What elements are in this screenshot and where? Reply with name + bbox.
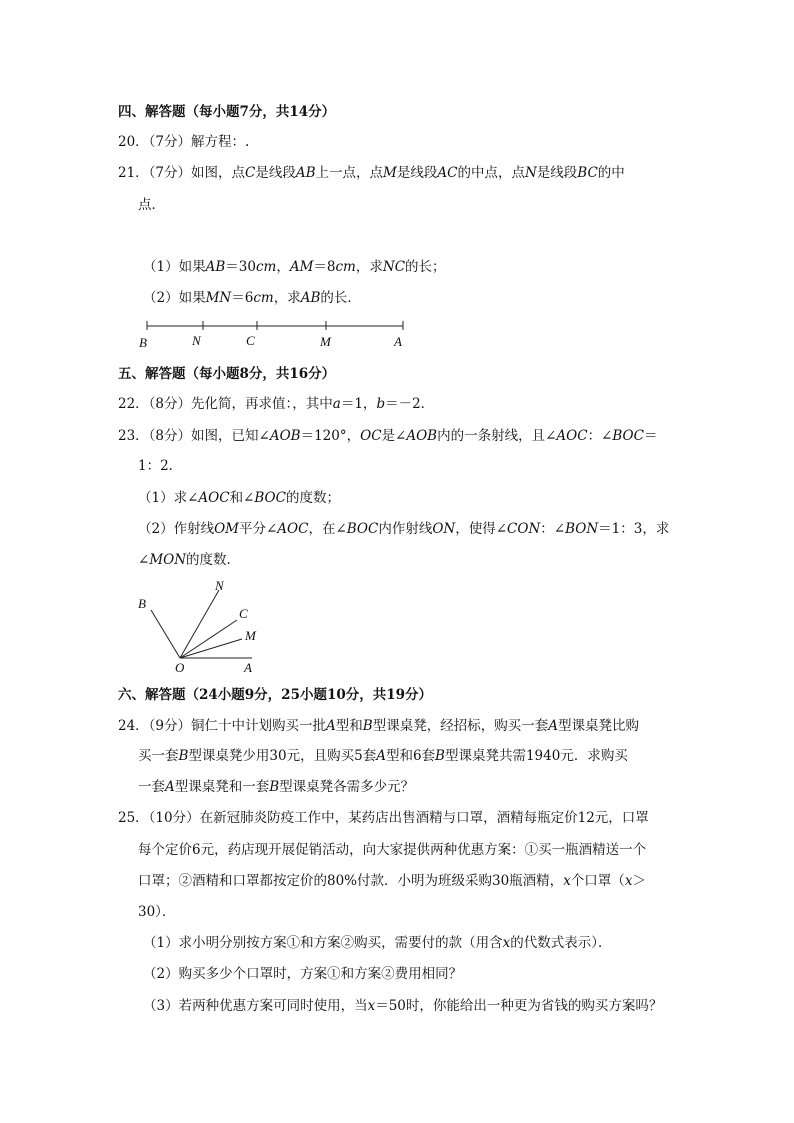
label-c: C — [239, 606, 248, 621]
var: MON — [149, 552, 187, 568]
question-23-part-2-cont — [138, 550, 240, 570]
var: ON — [432, 521, 456, 537]
var: BOC — [346, 521, 379, 537]
text: ＝30 — [225, 259, 256, 275]
text: ：∠ — [540, 521, 566, 537]
label-m: M — [245, 628, 256, 643]
question-25-part-1 — [143, 933, 611, 953]
text: ＝1， — [340, 396, 377, 412]
text: ，求 — [273, 290, 301, 306]
var: B — [435, 748, 445, 764]
var: b — [376, 396, 386, 412]
text: 型课桌凳和一套 — [174, 779, 270, 795]
var: OC — [360, 428, 382, 444]
var: B — [269, 779, 280, 795]
label-a: A — [394, 334, 402, 349]
text: ＞ — [632, 873, 646, 889]
var: AOC — [556, 428, 588, 444]
var: AB — [295, 165, 316, 181]
var: OM — [214, 521, 239, 537]
question-21-line-1 — [118, 163, 625, 183]
text: 个口罩（ — [570, 873, 625, 889]
text: 型课桌凳少用30元，且购买5套 — [188, 748, 377, 764]
text: （1）求∠ — [138, 490, 199, 506]
question-22 — [118, 394, 434, 414]
text: 型和 — [335, 718, 363, 734]
label-c: C — [246, 333, 255, 348]
text: （3）若两种优惠方案可同时使用，当 — [143, 998, 368, 1014]
var: A — [165, 779, 175, 795]
text: 的中 — [597, 165, 625, 181]
text: 是线段 — [536, 165, 578, 181]
var: AOB — [406, 428, 438, 444]
label-n: N — [215, 578, 224, 593]
var: AM — [289, 259, 314, 275]
var: NC — [382, 259, 406, 275]
text: 型课桌凳各需多少元？ — [279, 779, 415, 795]
section-5-title: 五、解答题（每小题8分，共16分） — [118, 366, 336, 382]
question-23-number: 23．（8分） — [118, 428, 192, 444]
question-20 — [118, 132, 249, 152]
label-b: B — [138, 596, 146, 611]
text: ＝6 — [231, 290, 254, 306]
var: BOC — [612, 428, 644, 444]
text: 型课桌凳比购 — [557, 718, 639, 734]
var: B — [178, 748, 189, 764]
text: ＝50时，你能给出一种更为省钱的购买方案吗？ — [375, 998, 663, 1014]
question-24-number: 24．（9分） — [118, 718, 192, 734]
angle-figure — [132, 576, 272, 676]
var: x — [502, 935, 511, 951]
text: 的中点，点 — [457, 165, 525, 181]
var: BON — [565, 521, 599, 537]
question-20-text: 解方程：. — [191, 134, 250, 150]
text: （2）作射线 — [138, 521, 215, 537]
question-23-part-2 — [138, 519, 669, 539]
text: （2）如果 — [143, 290, 206, 306]
text: ，使得∠ — [455, 521, 508, 537]
ray-oc — [180, 620, 237, 658]
var: AOC — [198, 490, 230, 506]
question-24-line-3 — [138, 777, 414, 797]
question-22-number: 22．（8分） — [118, 396, 192, 412]
var: AB — [205, 259, 226, 275]
text: ， — [276, 259, 290, 275]
var: A — [326, 718, 336, 734]
var: MN — [205, 290, 232, 306]
text: 先化简，再求值：，其中 — [191, 396, 333, 412]
label-a: A — [244, 660, 252, 675]
question-20-number: 20．（7分） — [118, 134, 192, 150]
var: AOB — [269, 428, 301, 444]
text: ，在∠ — [308, 521, 347, 537]
var: M — [383, 165, 397, 181]
text: 的代数式表示）． — [510, 935, 612, 951]
text: 内的一条射线，且∠ — [437, 428, 557, 444]
question-21-part-1 — [143, 257, 446, 277]
unit: cm — [253, 290, 274, 306]
text: 是∠ — [381, 428, 407, 444]
text: 型课桌凳，经招标，购买一套 — [372, 718, 549, 734]
var: a — [332, 396, 341, 412]
label-o: O — [175, 660, 185, 675]
text: （1）如果 — [143, 259, 206, 275]
var: A — [548, 718, 558, 734]
text: 内作射线 — [378, 521, 433, 537]
var: N — [524, 165, 537, 181]
unit: cm — [255, 259, 277, 275]
text: ∠ — [138, 552, 150, 568]
question-23-line-1 — [118, 426, 657, 446]
var: x — [624, 873, 633, 889]
text: 买一套 — [138, 748, 179, 764]
label-m: M — [320, 334, 331, 349]
question-25-line-3 — [138, 871, 646, 891]
text: 型课桌凳共需1940元．求购买 — [444, 748, 628, 764]
question-23-part-1 — [138, 488, 340, 508]
text: 是线段 — [396, 165, 438, 181]
question-23-line-2: 1：2． — [138, 458, 183, 474]
var: AOC — [277, 521, 309, 537]
var: A — [376, 748, 386, 764]
text: 的长． — [320, 290, 361, 306]
text: ：∠ — [587, 428, 613, 444]
question-25-line-2: 每个定价6元，药店现开展促销活动，向大家提供两种优惠方案：①买一瓶酒精送一个 — [138, 842, 647, 858]
question-25-part-2: （2）购买多少个口罩时，方案①和方案②费用相同？ — [143, 966, 463, 982]
text: ＝ — [643, 428, 658, 444]
segment-figure — [136, 318, 416, 352]
text: 口罩；②酒精和口罩都按定价的80%付款．小明为班级采购30瓶酒精， — [138, 873, 564, 889]
text: （1）求小明分别按方案①和方案②购买，需要付的款（用含 — [143, 935, 503, 951]
section-6-title: 六、解答题（24小题9分，25小题10分，共19分） — [118, 687, 433, 703]
text: 铜仁十中计划购买一批 — [191, 718, 327, 734]
label-n: N — [192, 333, 201, 348]
text: ＝120°， — [300, 428, 361, 444]
text: ，求 — [355, 259, 383, 275]
var: AB — [300, 290, 321, 306]
var: CON — [507, 521, 541, 537]
text: 一套 — [138, 779, 165, 795]
var: BOC — [254, 490, 286, 506]
question-21-part-2 — [143, 288, 361, 308]
question-21-line-2: 点． — [138, 197, 165, 213]
text: 的度数． — [186, 552, 241, 568]
question-24-line-1 — [118, 716, 639, 736]
unit: cm — [335, 259, 356, 275]
text: 如图，点 — [191, 165, 246, 181]
text: 是线段 — [255, 165, 296, 181]
text: ＝1：3，求 — [598, 521, 670, 537]
text: 和∠ — [229, 490, 255, 506]
ray-ob — [151, 610, 180, 658]
text: 在新冠肺炎防疫工作中，某药店出售酒精与口罩，酒精每瓶定价12元，口罩 — [199, 810, 649, 826]
question-25-line-4: 30）． — [138, 904, 176, 920]
text: ＝8 — [313, 259, 336, 275]
var: x — [367, 998, 376, 1014]
text: 的长； — [405, 259, 446, 275]
question-25-number: 25．（10分） — [118, 810, 200, 826]
var: BC — [577, 165, 598, 181]
var: B — [362, 718, 373, 734]
text: ＝－2． — [385, 396, 435, 412]
question-25-line-1 — [118, 808, 649, 828]
text: 的度数； — [285, 490, 340, 506]
question-25-part-3 — [143, 996, 662, 1016]
text: 平分∠ — [238, 521, 278, 537]
question-21-number: 21．（7分） — [118, 165, 192, 181]
var: AC — [437, 165, 458, 181]
var: C — [245, 165, 256, 181]
question-24-line-2 — [138, 746, 628, 766]
text: 如图，已知∠ — [191, 428, 270, 444]
label-b: B — [139, 335, 147, 350]
section-4-title: 四、解答题（每小题7分，共14分） — [118, 104, 336, 120]
var: x — [563, 873, 571, 889]
text: 上一点，点 — [315, 165, 384, 181]
text: 型和6套 — [385, 748, 436, 764]
